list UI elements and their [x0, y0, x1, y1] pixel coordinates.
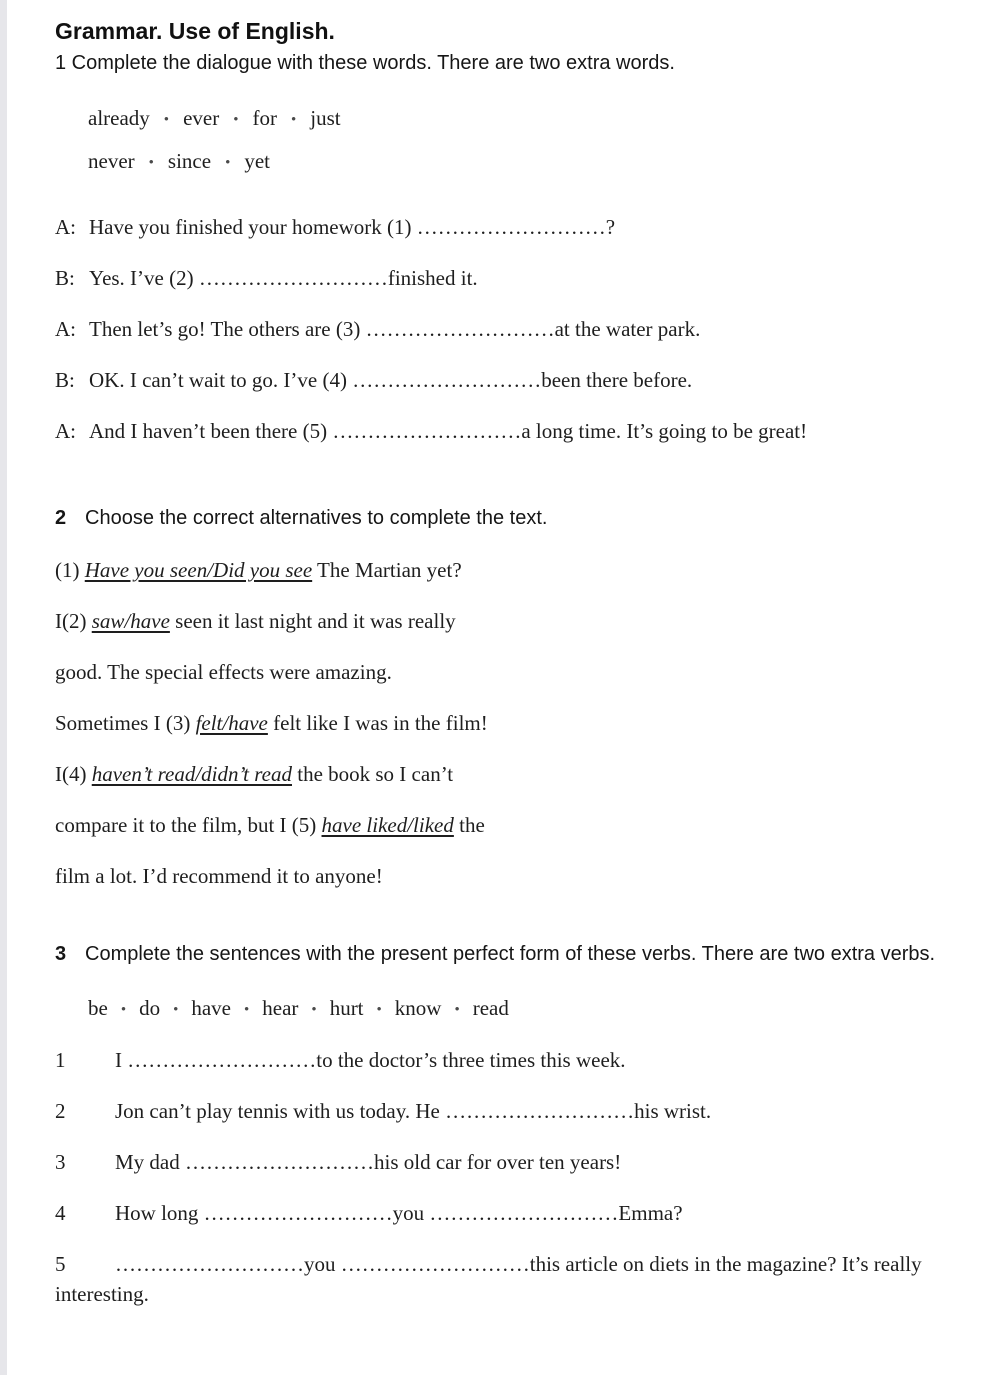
- dialogue-text: And I haven’t been there (5) ………………………a long time. It’s going to be great!: [89, 419, 808, 443]
- item-number: 4: [55, 1201, 66, 1225]
- line-text: (1): [55, 558, 85, 582]
- bullet-icon: •: [233, 112, 239, 128]
- text-line: [55, 760, 955, 789]
- verb-item: hurt: [329, 996, 364, 1020]
- exercise2-heading: [55, 504, 955, 533]
- exercise3-instruction: Complete the sentences with the present perfect form of these verbs. There are two extra verbs.: [85, 943, 936, 965]
- dialogue-line: [55, 315, 955, 344]
- text-line: [55, 811, 955, 840]
- verb-item: hear: [262, 996, 299, 1020]
- sentence-item: [55, 1096, 955, 1126]
- dialogue-text: OK. I can’t wait to go. I’ve (4) ………………………been there before.: [89, 368, 693, 392]
- verb-item: be: [88, 996, 108, 1020]
- bullet-icon: •: [225, 155, 231, 171]
- choice-alternatives: have liked/liked: [321, 813, 454, 837]
- line-text: I(2): [55, 609, 92, 633]
- line-text: the book so I can’t: [291, 762, 454, 786]
- exercise3-heading: [55, 940, 955, 969]
- line-text: Sometimes I (3): [55, 711, 196, 735]
- verb-item: have: [191, 996, 232, 1020]
- verb-item: do: [139, 996, 161, 1020]
- sentence-item: [55, 1249, 955, 1309]
- verb-item: read: [472, 996, 509, 1020]
- word-item: never: [88, 149, 135, 173]
- bullet-icon: •: [454, 1002, 460, 1018]
- item-text: ………………………you ………………………this article on diets in the magazine? It’s really interesting.: [55, 1252, 922, 1306]
- dialogue-line: [55, 366, 955, 395]
- word-item: already: [88, 106, 150, 130]
- speaker-label: B:: [55, 266, 75, 290]
- line-text: film a lot. I’d recommend it to anyone!: [55, 864, 383, 888]
- exercise1-word-bank: [88, 104, 955, 177]
- sentence-item: [55, 1045, 955, 1075]
- verb-item: know: [394, 996, 442, 1020]
- sentence-item: [55, 1198, 955, 1228]
- word-item: ever: [183, 106, 220, 130]
- verb-bank-row: [88, 994, 955, 1024]
- item-text: I ………………………to the doctor’s three times this week.: [115, 1048, 626, 1072]
- dialogue-text: Have you finished your homework (1) ………………………?: [89, 215, 616, 239]
- page-title: Grammar. Use of English.: [55, 18, 335, 44]
- bullet-icon: •: [376, 1002, 382, 1018]
- text-line: [55, 709, 955, 738]
- exercise3-number: 3: [55, 943, 67, 965]
- line-text: good. The special effects were amazing.: [55, 660, 392, 684]
- speaker-label: A:: [55, 215, 76, 239]
- exercise1-dialogue: [55, 213, 955, 446]
- item-number: 1: [55, 1048, 66, 1072]
- item-text: Jon can’t play tennis with us today. He ………………………his wrist.: [115, 1099, 712, 1123]
- speaker-label: A:: [55, 419, 76, 443]
- exercise3-sentences: [55, 1045, 955, 1309]
- bullet-icon: •: [148, 155, 154, 171]
- item-text: How long ………………………you ………………………Emma?: [115, 1201, 683, 1225]
- text-line: [55, 556, 955, 585]
- word-item: just: [310, 106, 341, 130]
- line-text: felt like I was in the film!: [267, 711, 488, 735]
- exercise1-instruction: 1 Complete the dialogue with these words. There are two extra words.: [55, 52, 675, 74]
- bullet-icon: •: [244, 1002, 250, 1018]
- exercise3-verb-bank: [88, 994, 955, 1024]
- dialogue-line: [55, 417, 955, 446]
- choice-alternatives: saw/have: [91, 609, 170, 633]
- dialogue-line: [55, 264, 955, 293]
- line-text: compare it to the film, but I (5): [55, 813, 322, 837]
- line-text: the: [453, 813, 485, 837]
- bullet-icon: •: [311, 1002, 317, 1018]
- bullet-icon: •: [120, 1002, 127, 1018]
- sentence-item: [55, 1147, 955, 1177]
- item-number: 2: [55, 1099, 66, 1123]
- choice-alternatives: haven’t read/didn’t read: [91, 762, 292, 786]
- exercise2-text: [55, 556, 955, 891]
- word-bank-row: [88, 147, 955, 177]
- choice-alternatives: Have you seen/Did you see: [84, 558, 313, 582]
- dialogue-text: Then let’s go! The others are (3) ………………………at the water park.: [89, 317, 701, 341]
- word-item: yet: [244, 149, 270, 173]
- dialogue-text: Yes. I’ve (2) ………………………finished it.: [89, 266, 478, 290]
- bullet-icon: •: [163, 112, 170, 128]
- text-line: [55, 658, 955, 687]
- item-number: 5: [55, 1252, 66, 1276]
- item-text: My dad ………………………his old car for over ten years!: [115, 1150, 622, 1174]
- word-item: for: [252, 106, 277, 130]
- line-text: seen it last night and it was really: [169, 609, 456, 633]
- item-number: 3: [55, 1150, 66, 1174]
- line-text: I(4): [55, 762, 92, 786]
- word-item: since: [167, 149, 212, 173]
- speaker-label: B:: [55, 368, 75, 392]
- dialogue-line: [55, 213, 955, 242]
- bullet-icon: •: [290, 112, 297, 128]
- text-line: [55, 862, 955, 891]
- page-edge-stripe: [0, 0, 7, 1375]
- word-bank-row: [88, 104, 955, 134]
- exercise2-instruction: Choose the correct alternatives to complete the text.: [85, 507, 548, 529]
- text-line: [55, 607, 955, 636]
- exercise2-number: 2: [55, 507, 67, 529]
- speaker-label: A:: [55, 317, 76, 341]
- bullet-icon: •: [173, 1002, 179, 1018]
- line-text: The Martian yet?: [312, 558, 462, 582]
- choice-alternatives: felt/have: [195, 711, 268, 735]
